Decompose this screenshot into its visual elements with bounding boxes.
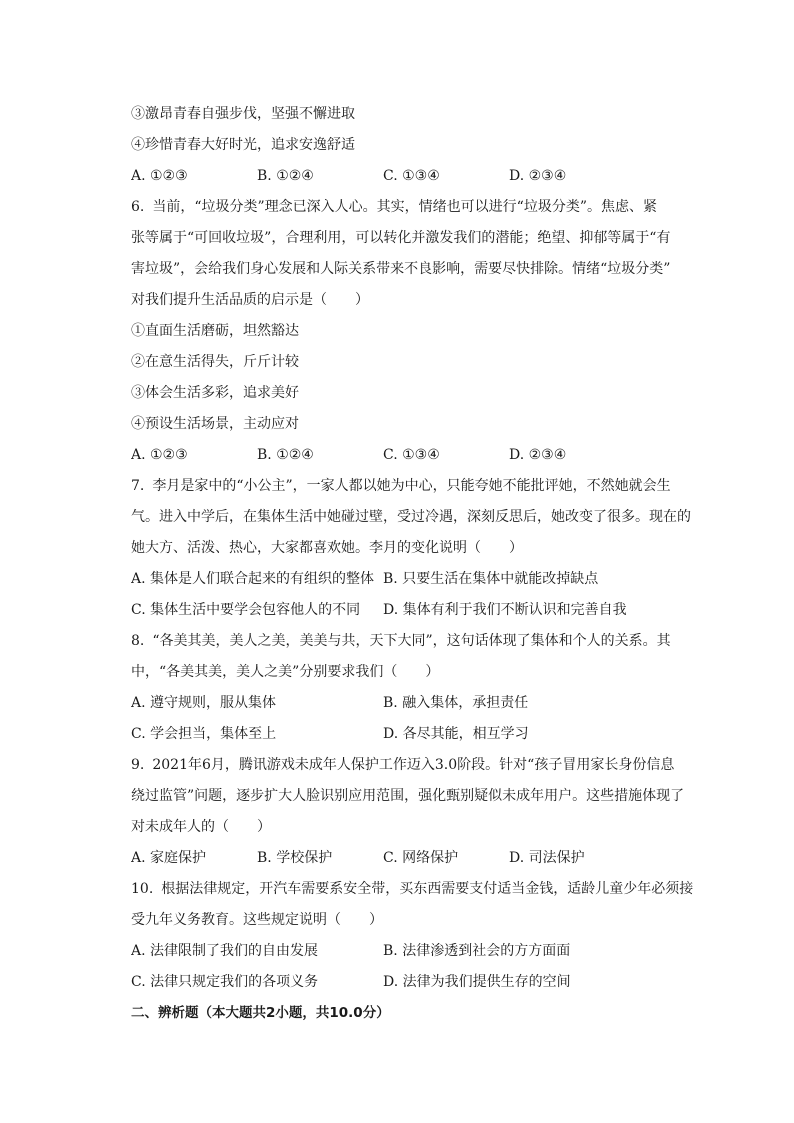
q10-options-row-2: [131, 967, 697, 998]
prev-item-4: ④珍惜青春大好时光，追求安逸舒适: [131, 137, 355, 153]
option-c: C. ①③④: [383, 447, 440, 463]
option-c: C. 集体生活中要学会包容他人的不同: [131, 602, 361, 618]
option-c: C. 学会担当，集体至上: [131, 726, 277, 742]
question-8-line-2: 中，“各美其美，美人之美”分别要求我们（ ）: [131, 664, 440, 680]
q6-item-3: ③体会生活多彩，追求美好: [131, 385, 299, 401]
option-a: A. 家庭保护: [131, 850, 207, 866]
option-c: C. 法律只规定我们的各项义务: [131, 974, 319, 990]
prev-options: [131, 161, 697, 192]
question-9-line-2: 绕过监管”问题，逐步扩大人脸识别应用范围，强化甄别疑似未成年用户。这些措施体现了: [131, 788, 685, 804]
question-10-line-1: 10. 根据法律规定，开汽车需要系安全带，买东西需要支付适当金钱，适龄儿童少年必须接: [131, 881, 694, 897]
option-b: B. ①②④: [257, 447, 314, 463]
question-8-line-1: 8. “各美其美，美人之美，美美与共，天下大同”，这句话体现了集体和个人的关系。其: [131, 633, 671, 649]
question-number: 6.: [131, 199, 145, 215]
option-a: A. ①②③: [131, 447, 188, 463]
option-a: A. 法律限制了我们的自由发展: [131, 943, 319, 959]
question-number: 10.: [131, 881, 154, 897]
q8-options-row-2: [131, 719, 697, 750]
question-9-line-3: 对未成年人的（ ）: [131, 819, 271, 835]
q6-item-1: ①直面生活磨砺，坦然豁达: [131, 323, 299, 339]
q6-item-2: ②在意生活得失，斤斤计较: [131, 354, 299, 370]
question-7-line-3: 她大方、活泼、热心，大家都喜欢她。李月的变化说明（ ）: [131, 540, 523, 556]
option-c: C. 网络保护: [383, 850, 459, 866]
q6-options: [131, 440, 697, 471]
question-6-line-4: 对我们提升生活品质的启示是（ ）: [131, 292, 369, 308]
q8-options-row-1: [131, 688, 697, 719]
option-b: B. 学校保护: [257, 850, 333, 866]
option-d: D. 各尽其能，相互学习: [383, 726, 529, 742]
question-6-line-1: 6. 当前，“垃圾分类”理念已深入人心。其实，情绪也可以进行“垃圾分类”。焦虑、紧: [131, 199, 657, 215]
question-number: 8.: [131, 633, 145, 649]
option-b: B. 只要生活在集体中就能改掉缺点: [383, 571, 599, 587]
option-b: B. 融入集体，承担责任: [383, 695, 529, 711]
question-6-line-3: 害垃圾”，会给我们身心发展和人际关系带来不良影响，需要尽快排除。情绪“垃圾分类”: [131, 261, 671, 277]
q7-options-row-2: [131, 595, 697, 626]
section-heading: 二、辨析题（本大题共2小题，共10.0分）: [131, 1005, 390, 1021]
option-d: D. 法律为我们提供生存的空间: [383, 974, 571, 990]
question-number: 7.: [131, 478, 145, 494]
prev-item-3: ③激昂青春自强步伐，坚强不懈进取: [131, 106, 355, 122]
q9-options: [131, 843, 697, 874]
option-a: A. 遵守规则，服从集体: [131, 695, 277, 711]
option-b: B. 法律渗透到社会的方方面面: [383, 943, 571, 959]
option-a: A. 集体是人们联合起来的有组织的整体: [131, 571, 375, 587]
option-d: D. ②③④: [509, 168, 567, 184]
option-d: D. ②③④: [509, 447, 567, 463]
question-9-line-1: 9. 2021年6月，腾讯游戏未成年人保护工作迈入3.0阶段。针对“孩子冒用家长身份信息: [131, 757, 675, 773]
question-7-line-2: 气。进入中学后，在集体生活中她碰过壁，受过冷遇，深刻反思后，她改变了很多。现在的: [131, 509, 691, 525]
q6-item-4: ④预设生活场景，主动应对: [131, 416, 299, 432]
question-7-line-1: 7. 李月是家中的“小公主”，一家人都以她为中心，只能夸她不能批评她，不然她就会生: [131, 478, 671, 494]
q10-options-row-1: [131, 936, 697, 967]
option-d: D. 集体有利于我们不断认识和完善自我: [383, 602, 627, 618]
question-number: 9.: [131, 757, 145, 773]
option-b: B. ①②④: [257, 168, 314, 184]
question-6-line-2: 张等属于“可回收垃圾”，合理利用，可以转化并激发我们的潜能；绝望、抑郁等属于“有: [131, 230, 671, 246]
option-c: C. ①③④: [383, 168, 440, 184]
question-10-line-2: 受九年义务教育。这些规定说明（ ）: [131, 912, 383, 928]
option-d: D. 司法保护: [509, 850, 585, 866]
question-content: [131, 99, 697, 1029]
q7-options-row-1: [131, 564, 697, 595]
option-a: A. ①②③: [131, 168, 188, 184]
